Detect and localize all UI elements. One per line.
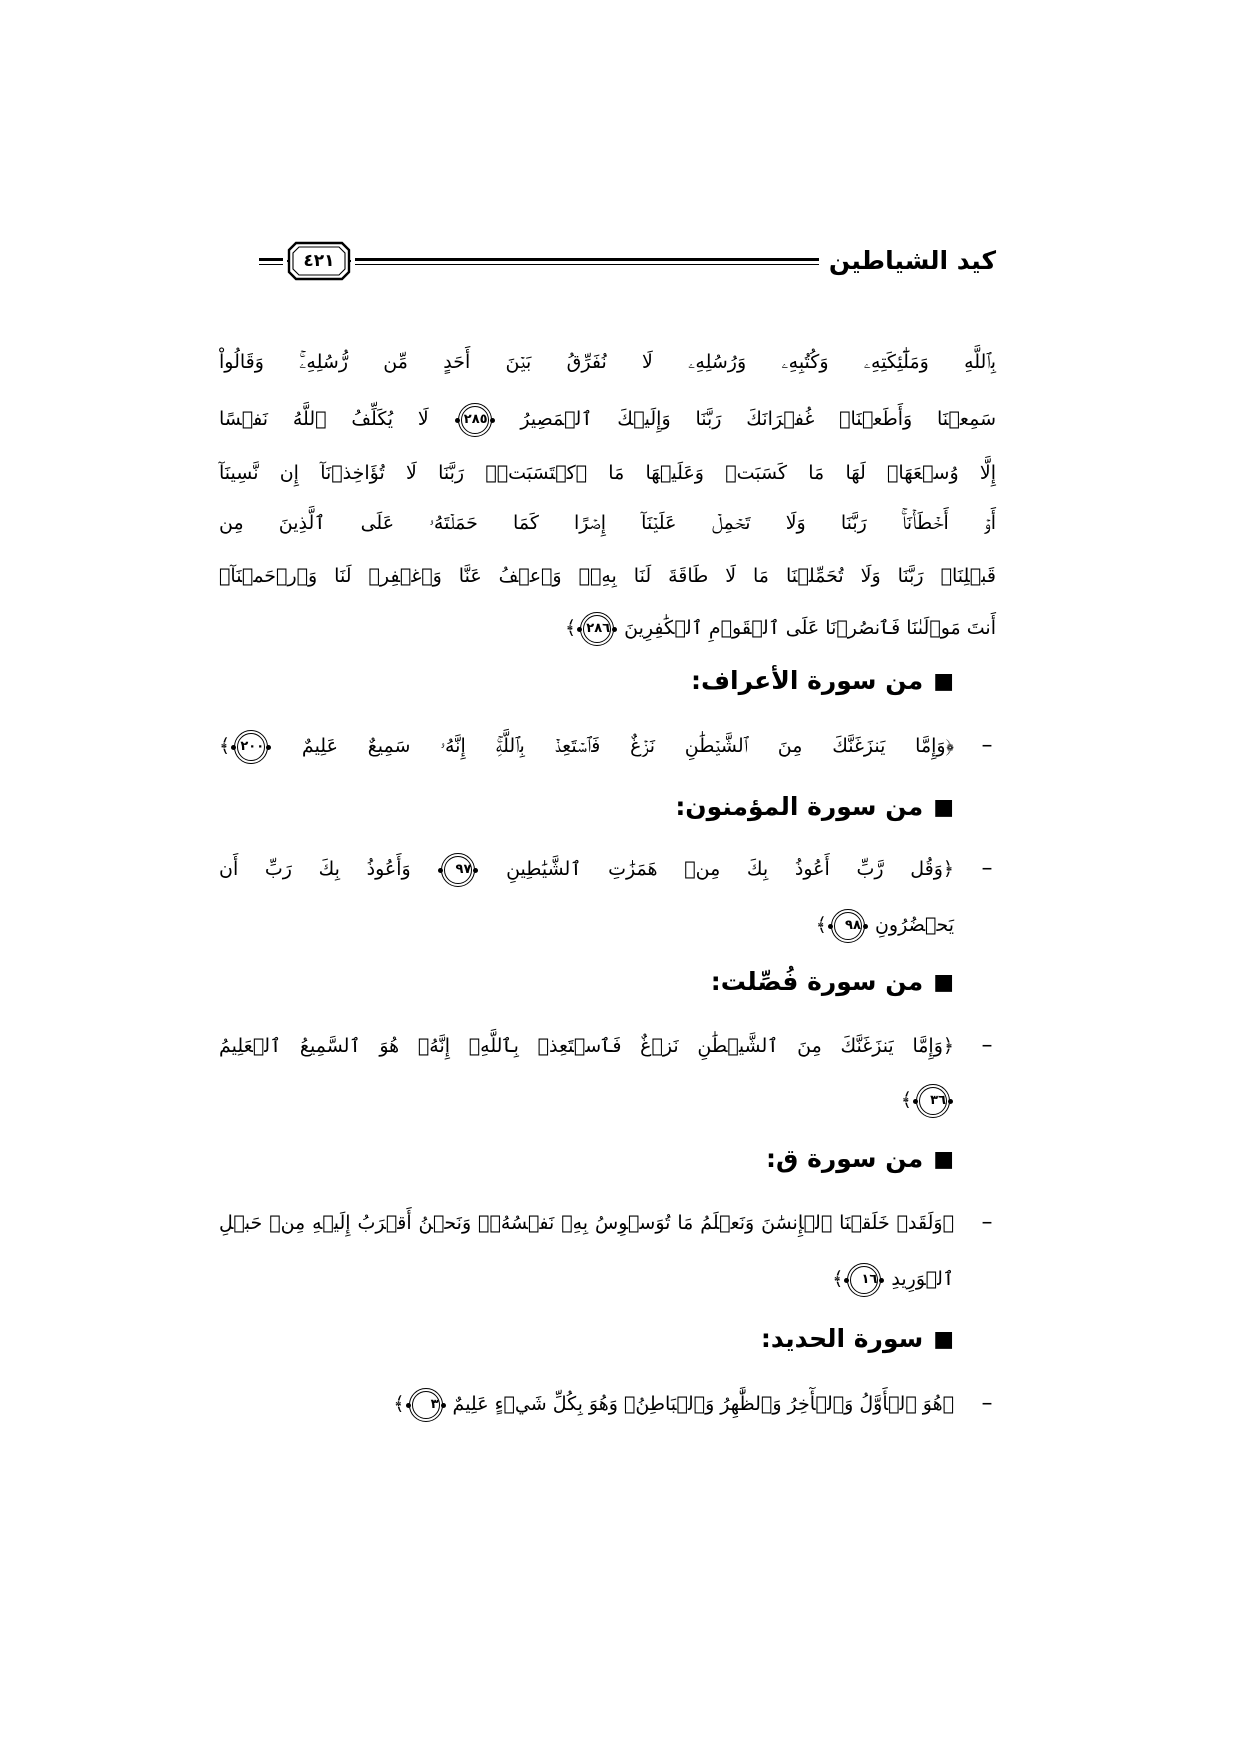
verse-line <box>219 1075 954 1125</box>
ayah-number: ٣ <box>430 1396 439 1412</box>
ayah-number: ٣٦ <box>930 1092 946 1108</box>
section-heading <box>219 656 954 706</box>
square-bullet-icon: ■ <box>933 970 954 995</box>
closing-bracket: ﴾ <box>815 914 827 936</box>
header-rule-short <box>259 258 283 265</box>
list-dash: – <box>981 1391 993 1416</box>
section-heading <box>219 1314 954 1364</box>
verse-text: إِلَّا وُسۡعَهَاۚ لَهَا مَا كَسَبَتۡ وَعَلَيۡهَا مَا ٱكۡتَسَبَتۡۗ رَبَّنَا لَا تُؤَاخِذۡنَآ إِن نَّسِينَآ <box>219 462 996 484</box>
square-bullet-icon: ■ <box>933 1147 954 1172</box>
verse-text: أَنتَ مَوۡلَىٰنَا فَٱنصُرۡنَا عَلَى ٱلۡقَوۡمِ ٱلۡكَٰفِرِينَ <box>624 617 996 639</box>
ayah-number-marker <box>916 1084 950 1118</box>
verse-text: ﴿وَلَقَدۡ خَلَقۡنَا ٱلۡإِنسَٰنَ وَنَعۡلَمُ مَا تُوَسۡوِسُ بِهِۦ نَفۡسُهُۥۖ وَنَحۡنُ أَقۡرَبُ إِلَيۡهِ مِنۡ حَبۡلِ <box>219 1212 954 1234</box>
header-rule <box>355 258 819 265</box>
section-heading-text: من سورة المؤمنون: <box>675 792 924 821</box>
verse-text: وَأَعُوذُ بِكَ رَبِّ أَن <box>219 858 411 880</box>
list-dash: – <box>981 1033 993 1058</box>
verse-line <box>219 1198 954 1248</box>
closing-bracket: ﴾ <box>900 1089 912 1111</box>
verse-line <box>219 1021 954 1071</box>
verse-line <box>219 603 996 653</box>
verse-text: سَمِعۡنَا وَأَطَعۡنَاۖ غُفۡرَانَكَ رَبَّنَا وَإِلَيۡكَ ٱلۡمَصِيرُ <box>520 408 996 430</box>
verse-line <box>219 844 954 894</box>
verse-text: قَبۡلِنَاۚ رَبَّنَا وَلَا تُحَمِّلۡنَا مَا لَا طَاقَةَ لَنَا بِهِۦۖ وَٱعۡفُ عَنَّا وَٱغۡفِرۡ لَنَا وَٱرۡحَمۡنَآۚ <box>219 565 996 587</box>
list-dash: – <box>981 1210 993 1235</box>
verse-line <box>219 721 954 771</box>
ayah-number: ٢٨٥ <box>463 411 488 427</box>
verse-line <box>219 448 996 498</box>
ayah-number-marker <box>409 1388 443 1422</box>
ayah-number-marker <box>580 612 614 646</box>
section-heading-text: من سورة ق: <box>766 1144 924 1173</box>
verse-text: ﴿وَإِمَّا يَنزَغَنَّكَ مِنَ ٱلشَّيۡطَٰنِ نَزۡغٌ فَٱسۡتَعِذۡ بِٱللَّهِۖ إِنَّهُۥ هُوَ ٱلسَّمِيعُ ٱلۡعَلِيمُ <box>219 1035 954 1057</box>
section-heading-text: من سورة الأعراف: <box>690 666 924 695</box>
verse-text: ﴿وَقُل رَّبِّ أَعُوذُ بِكَ مِنۡ هَمَزَٰتِ ٱلشَّيَٰطِينِ <box>506 858 954 880</box>
square-bullet-icon: ■ <box>933 669 954 694</box>
verse-text: لَا يُكَلِّفُ ٱللَّهُ نَفۡسًا <box>219 408 429 430</box>
section-heading <box>219 1134 954 1184</box>
ayah-number: ٩٧ <box>455 861 472 877</box>
ayah-number: ٩٨ <box>845 917 861 933</box>
ayah-number-marker <box>847 1263 881 1297</box>
verse-text: ﴿هُوَ ٱلۡأَوَّلُ وَٱلۡأٓخِرُ وَٱلظَّٰهِرُ وَٱلۡبَاطِنُۖ وَهُوَ بِكُلِّ شَيۡءٍ عَلِيمٌ <box>452 1393 954 1415</box>
verse-line <box>219 900 954 950</box>
running-title: كيد الشياطين <box>828 246 996 275</box>
page-number: ٤٢١ <box>303 251 335 271</box>
closing-bracket: ﴾ <box>393 1393 405 1415</box>
section-heading-text: من سورة فُصِّلت: <box>710 967 924 996</box>
section-heading-text: سورة الحديد: <box>760 1324 924 1353</box>
ayah-number: ٢٠٠ <box>240 738 265 754</box>
ayah-number-marker <box>458 403 492 437</box>
verse-text: يَحۡضُرُونِ <box>874 914 954 936</box>
square-bullet-icon: ■ <box>933 795 954 820</box>
verse-text: أَوۡ أَخۡطَأۡنَاۚ رَبَّنَا وَلَا تَحۡمِلۡ عَلَيۡنَآ إِصۡرًا كَمَا حَمَلۡتَهُۥ عَلَى ٱلَّذِينَ مِن <box>219 512 996 534</box>
ayah-number-marker <box>831 909 865 943</box>
ayah-number-marker <box>441 853 475 887</box>
section-heading <box>219 782 954 832</box>
verse-text: بِٱللَّهِ وَمَلَٰٓئِكَتِهِۦ وَكُتُبِهِۦ وَرُسُلِهِۦ لَا نُفَرِّقُ بَيۡنَ أَحَدٍ مِّن رُّسُلِهِۦۚ وَقَالُواْ <box>219 351 996 373</box>
ayah-number: ١٦ <box>861 1271 878 1287</box>
list-dash: – <box>981 856 993 881</box>
verse-line <box>219 1254 954 1304</box>
verse-text: ٱلۡوَرِيدِ <box>891 1268 954 1290</box>
list-dash: – <box>981 733 993 758</box>
closing-bracket: ﴾ <box>219 735 231 757</box>
section-heading <box>219 957 954 1007</box>
verse-line <box>219 337 996 387</box>
verse-text: ﴿وَإِمَّا يَنزَغَنَّكَ مِنَ ٱلشَّيۡطَٰنِ نَزۡغٌ فَٱسۡتَعِذۡ بِٱللَّهِۚ إِنَّهُۥ سَمِيعٌ عَلِيمٌ <box>301 735 954 757</box>
page-number-frame <box>287 241 351 281</box>
closing-bracket: ﴾ <box>832 1268 844 1290</box>
verse-line <box>219 498 996 548</box>
verse-line <box>219 394 996 444</box>
running-header <box>259 241 996 281</box>
ayah-number-marker <box>234 730 268 764</box>
closing-bracket: ﴾ <box>564 617 577 639</box>
ayah-number: ٢٨٦ <box>586 620 611 636</box>
verse-line <box>219 1379 954 1429</box>
verse-line <box>219 551 996 601</box>
square-bullet-icon: ■ <box>933 1327 954 1352</box>
